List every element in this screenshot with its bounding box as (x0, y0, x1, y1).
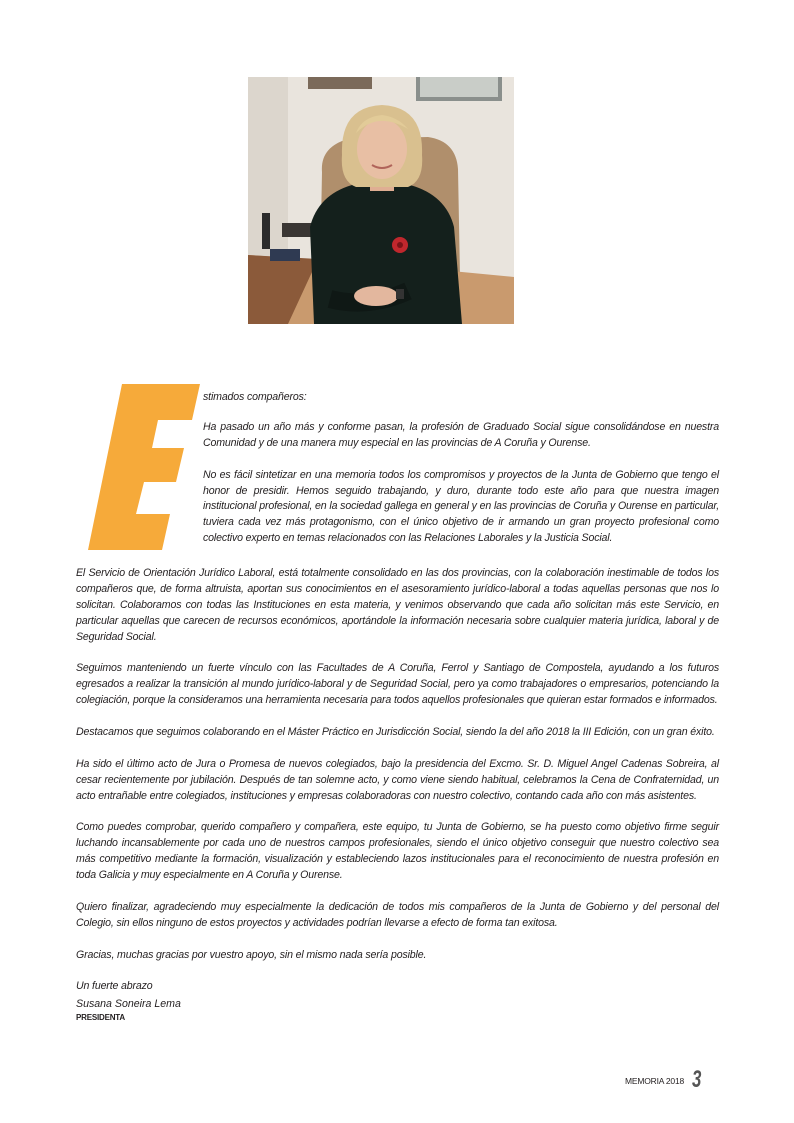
signature-block (76, 997, 376, 1023)
salutation: stimados compañeros: (203, 391, 307, 403)
intro-paragraph: Ha pasado un año más y conforme pasan, la profesión de Graduado Social sigue consolidándose en nuestra Comunidad y de una manera muy especial en las provincias de A Coruña y Ourense. (203, 420, 719, 449)
body-section (76, 566, 719, 1011)
intro-section (203, 390, 719, 563)
closing-line: Un fuerte abrazo (76, 980, 153, 993)
footer-label: MEMORIA 2018 (624, 1076, 684, 1086)
body-paragraph: Quiero finalizar, agradeciendo muy especialmente la dedicación de todos mis compañeros de la Junta de Gobierno y del personal del Colegio, sin ellos ninguno de estos proyectos y actividades podrían llevarse a efecto de forma tan exitosa. (76, 900, 719, 929)
page-number: 3 (692, 1066, 702, 1093)
intro-paragraph: No es fácil sintetizar en una memoria todos los compromisos y proyectos de la Junta de Gobierno que tengo el honor de presidir. Hemos seguido trabajando, y duro, durante todo este año para que nuestra imagen institucional profesional, en la sociedad gallega en general y en las provincias de Coruña y Ourense en particular, tuviera cada vez más protagonismo, con el único objetivo de ir armando un gran proyecto profesional como colectivo experto en temas relacionados con las Relaciones Laborales y la Justicia Social. (203, 468, 719, 545)
body-paragraph: El Servicio de Orientación Jurídico Laboral, está totalmente consolidado en las dos provincias, con la colaboración inestimable de todos los compañeros que, de forma altruista, aportan sus conocimientos en el asesoramiento jurídico-laboral a todas aquellas personas que nos lo solicitan. Colaboramos con todas las Instituciones en esta materia, y venimos observando que cada año solicitan más este Servicio, en particular aquellas que carecen de recursos económicos, aportándole la información necesaria sobre cualquier materia jurídica, laboral y de Seguridad Social. (76, 567, 719, 643)
drop-cap-letter (88, 384, 200, 550)
body-paragraph: Gracias, muchas gracias por vuestro apoyo, sin el mismo nada sería posible. (76, 948, 427, 961)
signatory-role: PRESIDENTA (76, 1013, 125, 1022)
portrait-illustration (248, 77, 514, 324)
body-paragraph: Como puedes comprobar, querido compañero y compañera, este equipo, tu Junta de Gobierno, se ha puesto como objetivo firme seguir luchando incansablemente por cada uno de nuestros campos profesionales, siendo el único objetivo conseguir que nuestro colectivo sea más competitivo mediante la formación, visualización y estableciendo lazos institucionales para el reconocimiento de nuestra profesión en toda Galicia y muy especialmente en A Coruña y Ourense. (76, 821, 719, 882)
body-paragraph: Seguimos manteniendo un fuerte vínculo con las Facultades de A Coruña, Ferrol y Santiago de Compostela, ayudando a los futuros egresados a realizar la transición al mundo jurídico-laboral y de Seguridad Social, pero ya como trabajadores o empresarios, potenciando la colegiación, porque la consideramos una herramienta necesaria para todos aquellos profesionales que quieran estar formados e informados. (76, 662, 719, 707)
signatory-name: Susana Soneira Lema (76, 998, 181, 1010)
body-paragraph: Ha sido el último acto de Jura o Promesa de nuevos colegiados, bajo la presidencia del Excmo. Sr. D. Miguel Angel Cadenas Sobreira, al cesar recientemente por jubilación. Después de tan solemne acto, y como viene siendo habitual, celebramos la Cena de Confraternidad, un acto entrañable entre colegiados, instituciones y empresas colaboradoras con nuestro colectivo, contando cada año con más asistentes. (76, 757, 719, 802)
portrait-photo (248, 77, 514, 324)
body-paragraph: Destacamos que seguimos colaborando en el Máster Práctico en Jurisdicción Social, siendo la del año 2018 la III Edición, con un gran éxito. (76, 726, 715, 739)
